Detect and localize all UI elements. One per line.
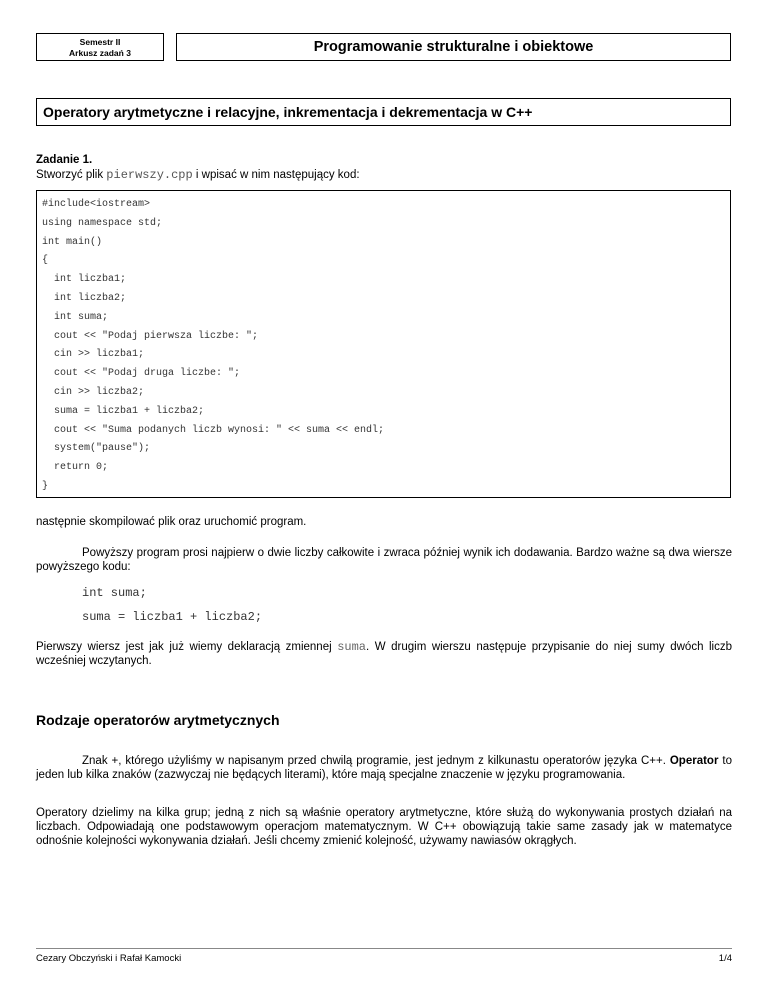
task-text-after: i wpisać w nim następujący kod: (192, 169, 360, 181)
code-block (36, 190, 731, 498)
code-line: cin >> liczba1; (42, 349, 145, 361)
code-line: int liczba2; (42, 292, 127, 304)
section-title: Operatory arytmetyczne i relacyjne, inkrementacja i dekrementacja w C++ (36, 98, 731, 126)
after-code-text: następnie skompilować plik oraz uruchomić program. (36, 516, 307, 528)
code-line: { (42, 255, 49, 267)
paragraph-3 (36, 754, 732, 782)
code-line: cin >> liczba2; (42, 386, 145, 398)
semester-label: Semestr II (79, 37, 121, 47)
paragraph-4: Operatory dzielimy na kilka grup; jedną z nich są właśnie operatory arytmetyczne, które służą do wykonywania prostych działań na liczbach. Odpowiadają one podstawowym operacjom matematycznym. W C++ obowiązują takie same zasady jak w matematyce odnośnie kolejności wykonywania działań. Jeśli chcemy zmienić kolejność, używamy nawiasów okrągłych. (36, 807, 732, 847)
code-line: return 0; (42, 462, 109, 474)
page-number: 1/4 (718, 953, 732, 964)
code-line: using namespace std; (42, 217, 163, 229)
operator-term: Operator (669, 755, 719, 767)
code-line: suma = liczba1 + liczba2; (42, 405, 205, 417)
para2-before: Pierwszy wiersz jest jak już wiemy deklaracją zmiennej (36, 641, 338, 653)
paragraph-2 (36, 640, 732, 668)
task-instruction (36, 168, 360, 182)
task-text-before: Stworzyć plik (36, 169, 107, 181)
para3-text: Znak +, którego użyliśmy w napisanym przed chwilą programie, jest jednym z kilkunastu operatorów języka C++. (82, 755, 666, 767)
snippet-line-1: int suma; (82, 586, 147, 600)
code-line: int suma; (42, 311, 109, 323)
para3-rest: to jeden lub kilka znaków (zazwyczaj nie będących literami), które mają specjalne znaczenie w języku programowania. (36, 755, 732, 781)
footer-authors: Cezary Obczyński i Rafał Kamocki (36, 953, 182, 964)
code-line: int liczba1; (42, 274, 127, 286)
snippet-line-2: suma = liczba1 + liczba2; (82, 610, 263, 624)
code-line: #include<iostream> (42, 199, 151, 210)
sheet-label: Arkusz zadań 3 (69, 48, 131, 58)
semester-box (36, 33, 164, 61)
code-line: cout << "Podaj pierwsza liczbe: "; (42, 330, 259, 342)
subheading: Rodzaje operatorów arytmetycznych (36, 712, 280, 728)
paragraph-1: Powyższy program prosi najpierw o dwie liczby całkowite i zwraca później wynik ich dodawania. Bardzo ważne są dwa wiersze powyższego kodu: (36, 547, 732, 573)
filename: pierwszy.cpp (106, 168, 193, 182)
footer-divider (36, 948, 732, 949)
code-line: } (42, 480, 49, 492)
task-heading: Zadanie 1. (36, 154, 93, 166)
code-line: cout << "Podaj druga liczbe: "; (42, 368, 241, 380)
code-line: system("pause"); (42, 443, 151, 455)
code-line: int main() (42, 236, 103, 248)
inline-variable: suma (337, 640, 367, 654)
para2-after: . W drugim wierszu następuje przypisanie do niej sumy dwóch liczb wcześniej wczytanych. (36, 641, 733, 667)
course-title: Programowanie strukturalne i obiektowe (176, 33, 731, 61)
code-line: cout << "Suma podanych liczb wynosi: " << suma << endl; (42, 424, 385, 436)
